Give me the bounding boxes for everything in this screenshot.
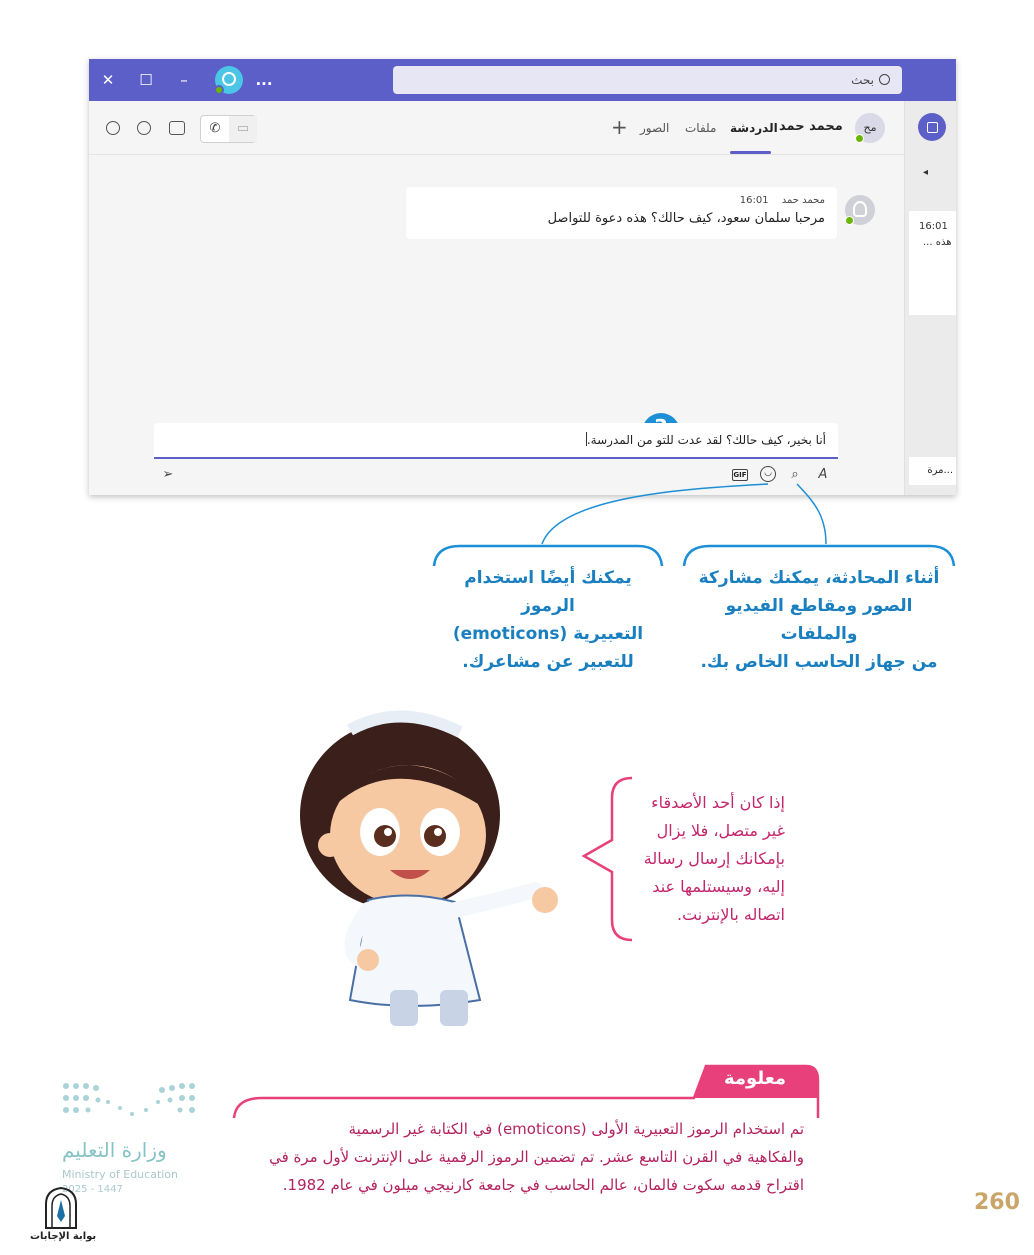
emoticons-callout-line: للتعبير عن مشاعرك. [462,652,634,672]
tab-photos[interactable]: الصور [640,121,670,135]
emoticons-callout-line: التعبيرية (emoticons) [452,624,644,644]
chat-list-time: 16:01 [919,221,948,232]
attach-callout [686,564,952,676]
chat-list-draft[interactable]: ...مرة [909,457,956,485]
chat-avatar-initials: مح [863,121,877,134]
attach-callout-line: من جهاز الحاسب الخاص بك. [700,652,938,672]
info-line: تم استخدام الرموز التعبيرية الأولى (emoticons) في الكتابة غير الرسمية [348,1120,804,1138]
portal-logo-icon [42,1186,80,1230]
send-icon[interactable]: ➢ [162,467,174,482]
ministry-name-arabic: وزارة التعليم [62,1138,167,1162]
chat-title: محمد حمد [779,119,843,134]
offline-note-line: إذا كان أحد الأصدقاء [651,793,785,812]
search-placeholder: بحث [851,73,874,87]
phone-icon[interactable]: ✆ [209,121,221,136]
ministry-logo-dots [62,1080,198,1124]
offline-note [620,789,785,929]
emoji-icon[interactable]: ◡ [760,466,776,482]
attach-callout-line: الصور ومقاطع الفيديو والملفات [725,596,913,644]
info-line: والفكاهية في القرن التاسع عشر. تم تضمين الرموز الرقمية على الإنترنت لأول مرة في [269,1148,804,1166]
add-tab-button[interactable]: + [611,115,628,139]
offline-note-line: اتصاله بالإنترنت. [677,905,785,924]
message-time: 16:01 [739,195,769,206]
chat-list-preview: هذه ... [923,237,952,248]
more-options-button[interactable]: ... [255,71,273,89]
attach-callout-line: أثناء المحادثة، يمكنك مشاركة [698,568,940,588]
portal-name: بوابة الإجابات [30,1231,97,1242]
close-icon[interactable]: ✕ [101,71,115,89]
offline-note-line: إليه، وسيستلمها عند [652,877,785,896]
info-text [244,1115,804,1199]
attach-icon[interactable]: ⌕ [791,467,799,482]
girl-illustration [290,710,580,1040]
emoticons-callout-line: يمكنك أيضًا استخدام الرموز [464,568,632,616]
message-text: مرحبا سلمان سعود، كيف حالك؟ هذه دعوة للتواصل [547,211,825,226]
minimize-icon[interactable]: – [180,71,188,89]
ministry-year: 2025 - 1447 [62,1184,123,1195]
page-number: 260 [974,1190,1020,1215]
tab-chat[interactable]: الدردشة [730,121,778,135]
emoticons-callout [436,564,660,676]
offline-note-line: بإمكانك إرسال رسالة [643,849,785,868]
ministry-name-english: Ministry of Education [62,1168,179,1181]
info-label: معلومة [724,1068,786,1089]
collapse-arrow-icon[interactable]: ◂ [923,167,929,178]
maximize-icon[interactable]: ☐ [139,71,153,89]
info-line: اقتراح قدمه سكوت فالمان، عالم الحاسب في جامعة كارنيجي ميلون في عام 1982. [282,1176,804,1194]
message-sender: محمد حمد [781,195,825,206]
gif-button[interactable]: GIF [733,471,747,479]
video-call-icon[interactable]: ▭ [229,116,257,142]
offline-note-line: غير متصل، فلا يزال [656,821,785,840]
format-icon[interactable]: A [818,467,828,482]
tab-files[interactable]: ملفات [685,121,717,135]
compose-text: أنا بخير، كيف حالك؟ لقد عدت للتو من المدرسة. [586,433,826,447]
